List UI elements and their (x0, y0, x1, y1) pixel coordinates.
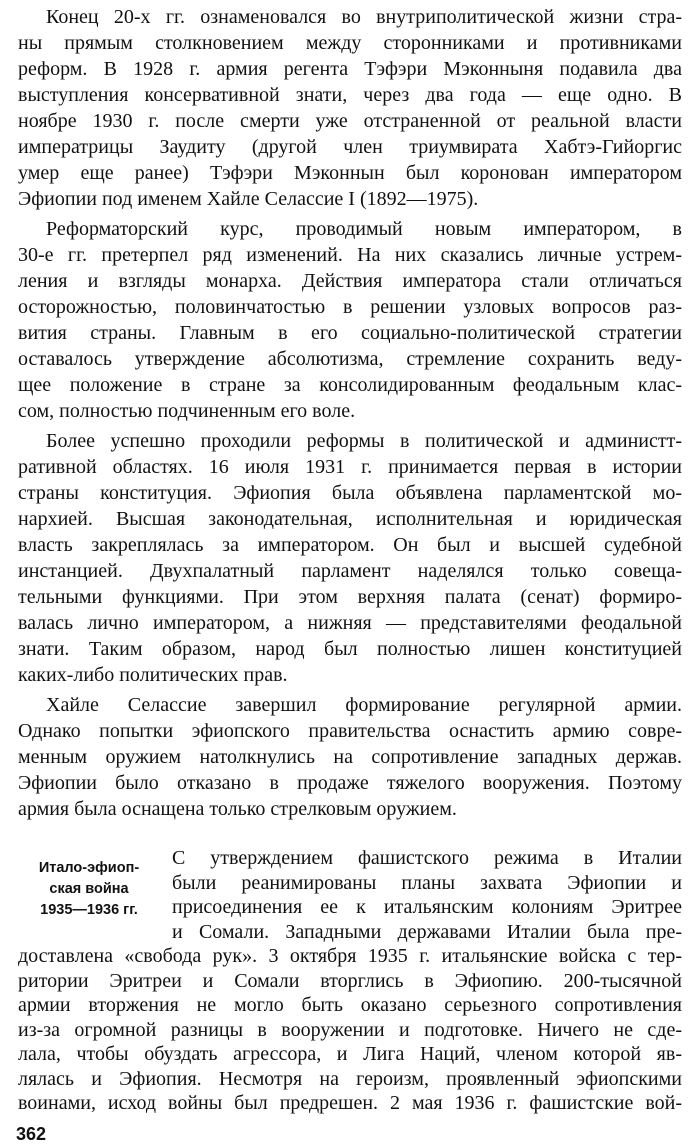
text-line: воинами, исход войны был предрешен. 2 мая 1936 г. фашистские вой- (18, 1092, 682, 1114)
text-line: каких-либо политических прав. (18, 664, 288, 686)
text-line: нархией. Высшая законодательная, исполнительная и юридическая (18, 508, 682, 530)
text-line: присоединения ее к итальянским колониям Эритрее (172, 896, 682, 918)
text-line: армия была оснащена только стрелковым оружием. (18, 798, 457, 820)
text-line: реформ. В 1928 г. армия регента Тэфэри Мэконныня подавила два (18, 58, 682, 80)
text-line: ноябре 1930 г. после смерти уже отстраненной от реальной власти (18, 110, 682, 132)
text-line: власть закреплялась за императором. Он был и высшей судебной (18, 534, 682, 556)
page-number: 362 (16, 1123, 47, 1144)
text-line: инстанцией. Двухпалатный парламент наделялся только совеща- (18, 560, 682, 582)
text-line: и Сомали. Западными державами Италии была пре- (172, 920, 682, 943)
text-line: валась лично императором, а нижняя — представителями феодальной (18, 612, 682, 634)
text-line: Эфиопии было отказано в продаже тяжелого вооружения. Поэтому (18, 772, 682, 794)
sidenote-line: 1935—1936 гг. (40, 902, 138, 918)
text-line: Хайле Селассие завершил формирование регулярной армии. (46, 694, 682, 716)
text-line: тельными функциями. При этом верхняя палата (сенат) формиро- (18, 586, 682, 608)
text-line: щее положение в стране за консолидированным феодальным клас- (18, 374, 682, 396)
text-line: доставлена «свобода рук». 3 октября 1935 г. итальянские войска с тер- (18, 945, 682, 967)
text-line: ны прямым столкновением между сторонниками и противниками (18, 32, 682, 54)
text-line: выступления консервативной знати, через два года — еще одно. В (18, 84, 682, 106)
text-line: вития страны. Главным в его социально-политической стратегии (18, 322, 682, 344)
text-line: умер еще ранее) Тэфэри Мэконнын был коронован императором (18, 162, 682, 184)
text-line: лала, чтобы обуздать агрессора, и Лига Наций, членом которой яв- (18, 1043, 682, 1065)
text-line: сом, полностью подчиненным его воле. (18, 400, 356, 422)
text-line: Эфиопии под именем Хайле Селассие I (1892—1975). (18, 188, 479, 210)
text-line: знати. Таким образом, народ был полностью лишен конституцией (18, 638, 682, 660)
text-line: из-за огромной разницы в вооружении и подготовке. Ничего не сде- (18, 1018, 682, 1041)
text-line: Однако попытки эфиопского правительства оснастить армию совре- (18, 720, 682, 742)
text-line: менным оружием натолкнулись на сопротивление западных держав. (18, 746, 682, 768)
text-line: были реанимированы планы захвата Эфиопии и (172, 871, 682, 894)
text-line: осторожностью, половинчатостью в решении узловых вопросов раз- (18, 296, 682, 318)
text-line: С утверждением фашистского режима в Италии (172, 847, 682, 869)
text-line: императрицы Заудиту (другой член триумвирата Хабтэ-Гийоргис (18, 136, 682, 158)
text-line: Конец 20-х гг. ознаменовался во внутриполитической жизни стра- (46, 6, 682, 28)
text-line: ритории Эритреи и Сомали вторглись в Эфиопию. 200-тысячной (18, 969, 682, 992)
text-line: ления и взгляды монарха. Действия императора стали отличаться (18, 270, 682, 292)
text-line: армии вторжения не могло быть оказано серьезного сопротивления (18, 994, 682, 1016)
text-line: 30-е гг. претерпел ряд изменений. На них сказались личные устрем- (18, 244, 682, 266)
sidenote-line: ская война (49, 881, 129, 897)
sidenote-line: Итало-эфиоп- (38, 860, 140, 876)
text-line: страны конституция. Эфиопия была объявлена парламентской мо- (18, 482, 682, 504)
text-line: ративной областях. 16 июля 1931 г. принимается первая в истории (18, 456, 682, 478)
section-sidenote (14, 858, 164, 921)
text-line: лялась и Эфиопия. Несмотря на героизм, проявленный эфиопскими (18, 1067, 682, 1090)
text-line: Более успешно проходили реформы в политической и администт- (46, 430, 682, 452)
text-line: Реформаторский курс, проводимый новым императором, в (46, 218, 682, 240)
text-line: оставалось утверждение абсолютизма, стремление сохранить веду- (18, 348, 682, 370)
